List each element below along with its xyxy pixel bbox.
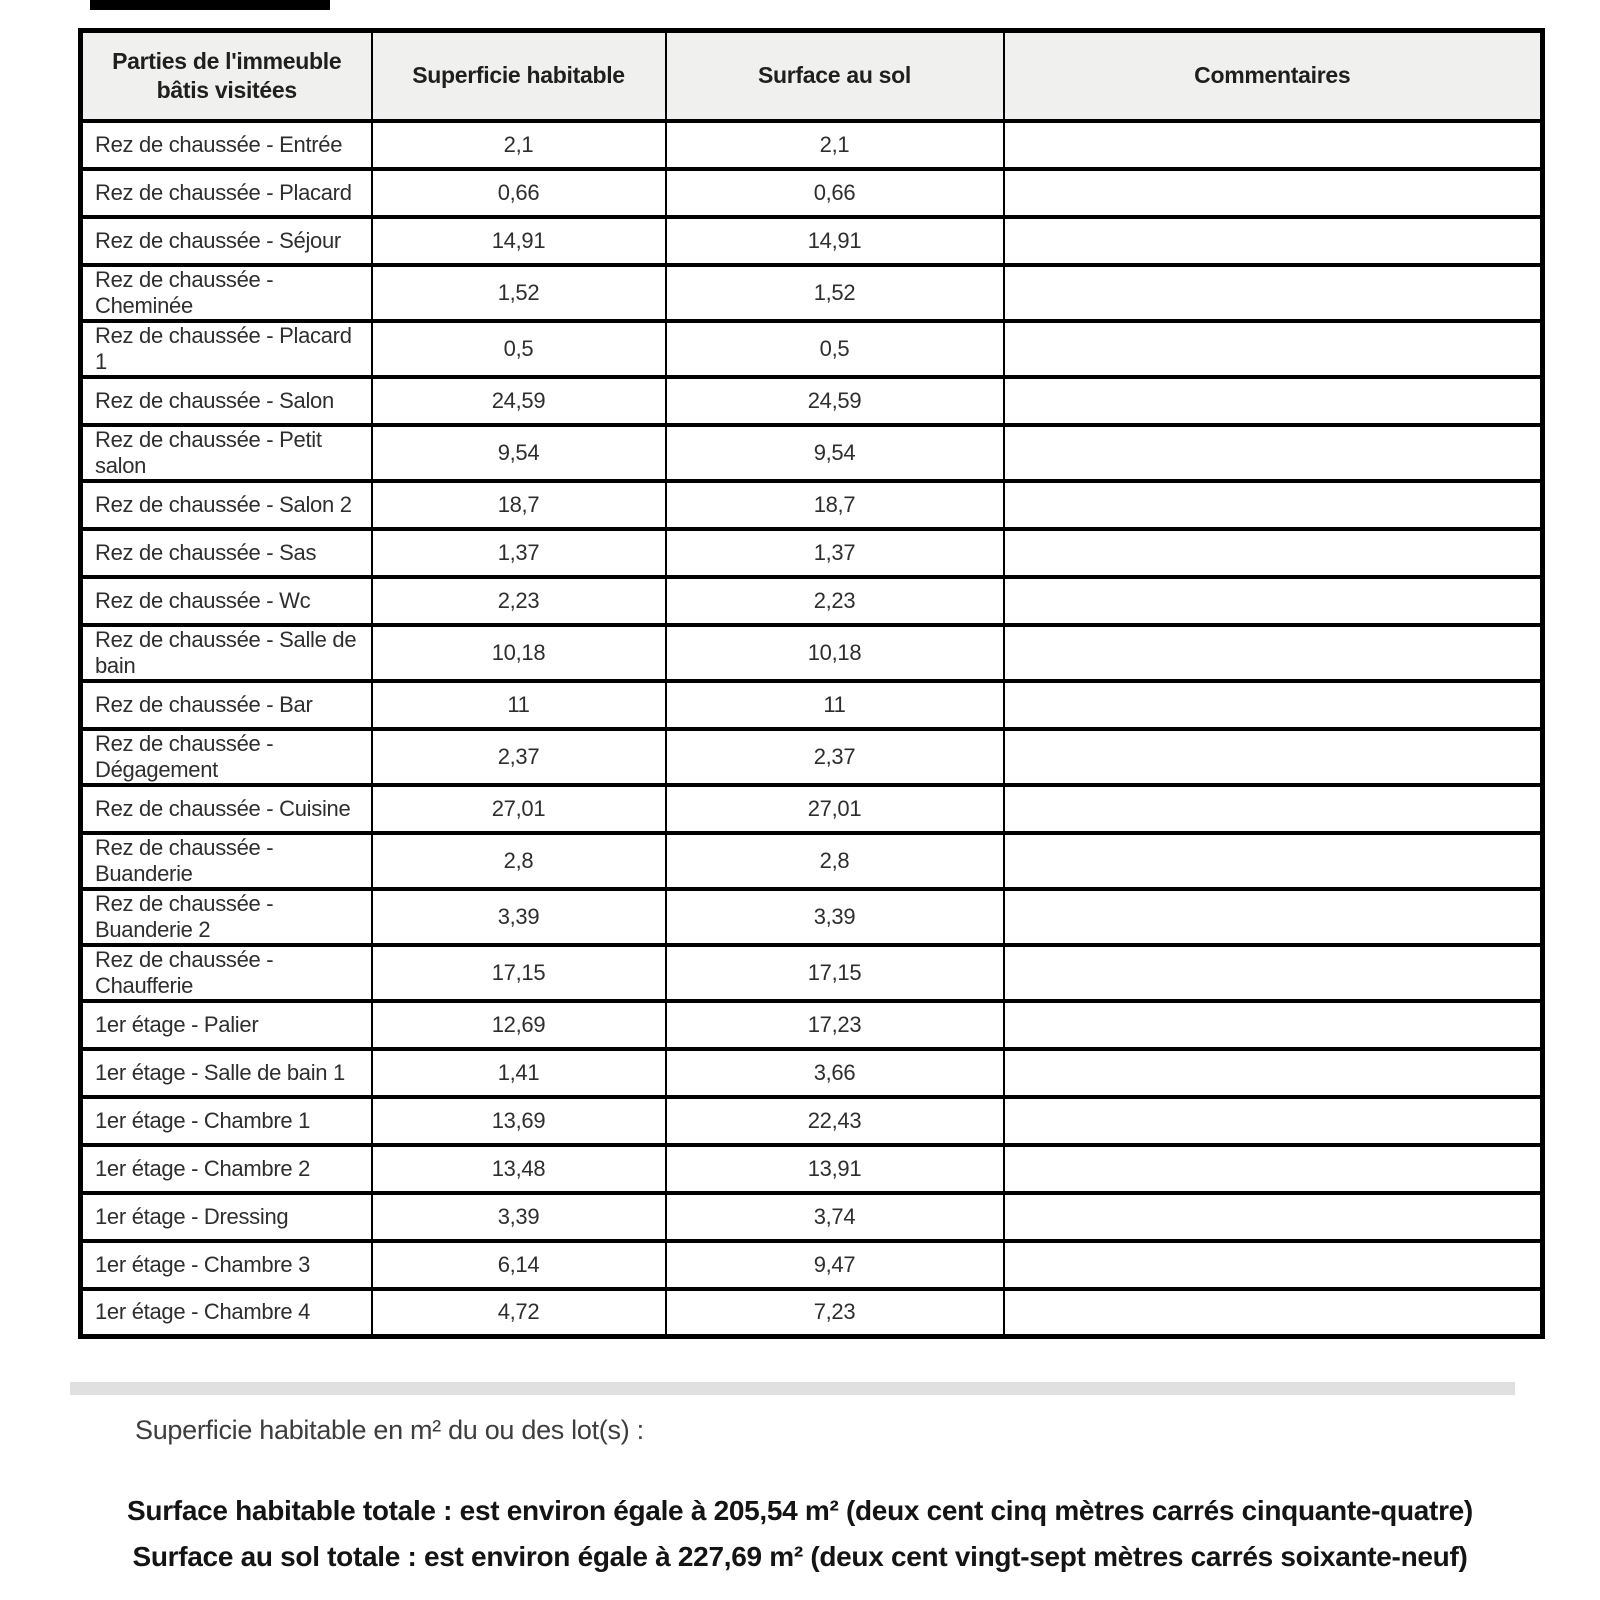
cell-surface-sol: 9,47 <box>666 1241 1004 1289</box>
table-row <box>81 321 1543 377</box>
cell-superficie: 11 <box>372 681 666 729</box>
table-row <box>81 945 1543 1001</box>
table-row <box>81 889 1543 945</box>
cell-partie: Rez de chaussée - Salle de bain <box>81 625 372 681</box>
cell-partie: Rez de chaussée - Placard <box>81 169 372 217</box>
cell-superficie: 6,14 <box>372 1241 666 1289</box>
cell-superficie: 17,15 <box>372 945 666 1001</box>
cell-superficie: 1,37 <box>372 529 666 577</box>
cell-partie: 1er étage - Chambre 1 <box>81 1097 372 1145</box>
cell-commentaire <box>1004 121 1543 169</box>
footer-totals-block <box>0 1488 1600 1580</box>
table-row <box>81 377 1543 425</box>
cell-superficie: 2,37 <box>372 729 666 785</box>
cell-commentaire <box>1004 1049 1543 1097</box>
cell-superficie: 10,18 <box>372 625 666 681</box>
cell-surface-sol: 24,59 <box>666 377 1004 425</box>
footer-intro-text: Superficie habitable en m² du ou des lot(s) : <box>135 1415 644 1445</box>
column-header-superficie: Superficie habitable <box>372 31 666 121</box>
cell-superficie: 3,39 <box>372 889 666 945</box>
cell-surface-sol: 17,15 <box>666 945 1004 1001</box>
cell-surface-sol: 2,8 <box>666 833 1004 889</box>
table-row <box>81 121 1543 169</box>
column-header-commentaires: Commentaires <box>1004 31 1543 121</box>
cell-surface-sol: 7,23 <box>666 1289 1004 1337</box>
cell-surface-sol: 2,23 <box>666 577 1004 625</box>
cell-commentaire <box>1004 1289 1543 1337</box>
cell-surface-sol: 2,37 <box>666 729 1004 785</box>
table-row <box>81 625 1543 681</box>
cell-partie: Rez de chaussée - Séjour <box>81 217 372 265</box>
table-row <box>81 1097 1543 1145</box>
table-bottom-shadow <box>70 1382 1515 1395</box>
cell-commentaire <box>1004 265 1543 321</box>
cell-commentaire <box>1004 1145 1543 1193</box>
cell-commentaire <box>1004 529 1543 577</box>
cell-superficie: 13,69 <box>372 1097 666 1145</box>
table-row <box>81 681 1543 729</box>
table-row <box>81 833 1543 889</box>
cell-commentaire <box>1004 1193 1543 1241</box>
cell-partie: Rez de chaussée - Cheminée <box>81 265 372 321</box>
cell-partie: 1er étage - Palier <box>81 1001 372 1049</box>
cell-commentaire <box>1004 1001 1543 1049</box>
cell-partie: 1er étage - Chambre 2 <box>81 1145 372 1193</box>
cell-commentaire <box>1004 785 1543 833</box>
cell-superficie: 1,52 <box>372 265 666 321</box>
table-row <box>81 529 1543 577</box>
cell-partie: Rez de chaussée - Dégagement <box>81 729 372 785</box>
cell-superficie: 13,48 <box>372 1145 666 1193</box>
cell-superficie: 27,01 <box>372 785 666 833</box>
cell-surface-sol: 17,23 <box>666 1001 1004 1049</box>
cell-partie: Rez de chaussée - Placard 1 <box>81 321 372 377</box>
table-row <box>81 1193 1543 1241</box>
table-row <box>81 1001 1543 1049</box>
table-body <box>81 121 1543 1337</box>
column-header-surface-sol: Surface au sol <box>666 31 1004 121</box>
cell-superficie: 2,23 <box>372 577 666 625</box>
cell-partie: Rez de chaussée - Wc <box>81 577 372 625</box>
column-header-parties: Parties de l'immeuble bâtis visitées <box>81 31 372 121</box>
cell-commentaire <box>1004 577 1543 625</box>
cell-commentaire <box>1004 217 1543 265</box>
cell-partie: Rez de chaussée - Buanderie <box>81 833 372 889</box>
cell-superficie: 3,39 <box>372 1193 666 1241</box>
cell-partie: Rez de chaussée - Petit salon <box>81 425 372 481</box>
cell-surface-sol: 10,18 <box>666 625 1004 681</box>
cell-superficie: 12,69 <box>372 1001 666 1049</box>
cell-partie: Rez de chaussée - Salon <box>81 377 372 425</box>
cell-surface-sol: 3,66 <box>666 1049 1004 1097</box>
surface-table-container <box>78 28 1540 1339</box>
table-row <box>81 1145 1543 1193</box>
cell-partie: Rez de chaussée - Salon 2 <box>81 481 372 529</box>
cell-commentaire <box>1004 681 1543 729</box>
cell-surface-sol: 18,7 <box>666 481 1004 529</box>
table-header-row <box>81 31 1543 121</box>
cell-superficie: 0,66 <box>372 169 666 217</box>
table-row <box>81 729 1543 785</box>
cell-commentaire <box>1004 481 1543 529</box>
total-habitable-text: Surface habitable totale : est environ égale à 205,54 m² (deux cent cinq mètres carrés cinquante-quatre) <box>127 1495 1473 1526</box>
cell-superficie: 4,72 <box>372 1289 666 1337</box>
cell-surface-sol: 27,01 <box>666 785 1004 833</box>
cell-surface-sol: 0,5 <box>666 321 1004 377</box>
cell-surface-sol: 3,74 <box>666 1193 1004 1241</box>
cell-partie: Rez de chaussée - Sas <box>81 529 372 577</box>
cell-superficie: 14,91 <box>372 217 666 265</box>
table-row <box>81 785 1543 833</box>
cell-commentaire <box>1004 425 1543 481</box>
table-row <box>81 265 1543 321</box>
cell-commentaire <box>1004 377 1543 425</box>
table-row <box>81 1241 1543 1289</box>
cell-commentaire <box>1004 945 1543 1001</box>
cell-surface-sol: 1,37 <box>666 529 1004 577</box>
cell-superficie: 18,7 <box>372 481 666 529</box>
cell-surface-sol: 22,43 <box>666 1097 1004 1145</box>
cell-partie: 1er étage - Chambre 4 <box>81 1289 372 1337</box>
cell-commentaire <box>1004 889 1543 945</box>
cell-superficie: 1,41 <box>372 1049 666 1097</box>
cell-surface-sol: 3,39 <box>666 889 1004 945</box>
cell-surface-sol: 14,91 <box>666 217 1004 265</box>
cell-partie: Rez de chaussée - Bar <box>81 681 372 729</box>
cell-surface-sol: 9,54 <box>666 425 1004 481</box>
cell-commentaire <box>1004 1097 1543 1145</box>
table-row <box>81 481 1543 529</box>
cell-partie: Rez de chaussée - Buanderie 2 <box>81 889 372 945</box>
cell-superficie: 0,5 <box>372 321 666 377</box>
cell-partie: Rez de chaussée - Entrée <box>81 121 372 169</box>
cell-commentaire <box>1004 833 1543 889</box>
table-row <box>81 425 1543 481</box>
cell-partie: 1er étage - Dressing <box>81 1193 372 1241</box>
cell-surface-sol: 11 <box>666 681 1004 729</box>
table-row <box>81 1289 1543 1337</box>
cell-superficie: 2,1 <box>372 121 666 169</box>
cell-partie: Rez de chaussée - Chaufferie <box>81 945 372 1001</box>
cell-superficie: 2,8 <box>372 833 666 889</box>
total-sol-text: Surface au sol totale : est environ égale à 227,69 m² (deux cent vingt-sept mètres carrés soixante-neuf) <box>132 1541 1468 1572</box>
cell-superficie: 9,54 <box>372 425 666 481</box>
cell-superficie: 24,59 <box>372 377 666 425</box>
cell-commentaire <box>1004 1241 1543 1289</box>
cell-commentaire <box>1004 729 1543 785</box>
surface-table <box>78 28 1545 1339</box>
cell-surface-sol: 1,52 <box>666 265 1004 321</box>
table-row <box>81 217 1543 265</box>
table-row <box>81 577 1543 625</box>
cell-commentaire <box>1004 169 1543 217</box>
cell-commentaire <box>1004 625 1543 681</box>
cell-commentaire <box>1004 321 1543 377</box>
cell-surface-sol: 13,91 <box>666 1145 1004 1193</box>
cropped-header-bar <box>90 0 330 10</box>
cell-partie: 1er étage - Chambre 3 <box>81 1241 372 1289</box>
cell-surface-sol: 2,1 <box>666 121 1004 169</box>
table-row <box>81 169 1543 217</box>
cell-surface-sol: 0,66 <box>666 169 1004 217</box>
cell-partie: 1er étage - Salle de bain 1 <box>81 1049 372 1097</box>
table-row <box>81 1049 1543 1097</box>
cell-partie: Rez de chaussée - Cuisine <box>81 785 372 833</box>
